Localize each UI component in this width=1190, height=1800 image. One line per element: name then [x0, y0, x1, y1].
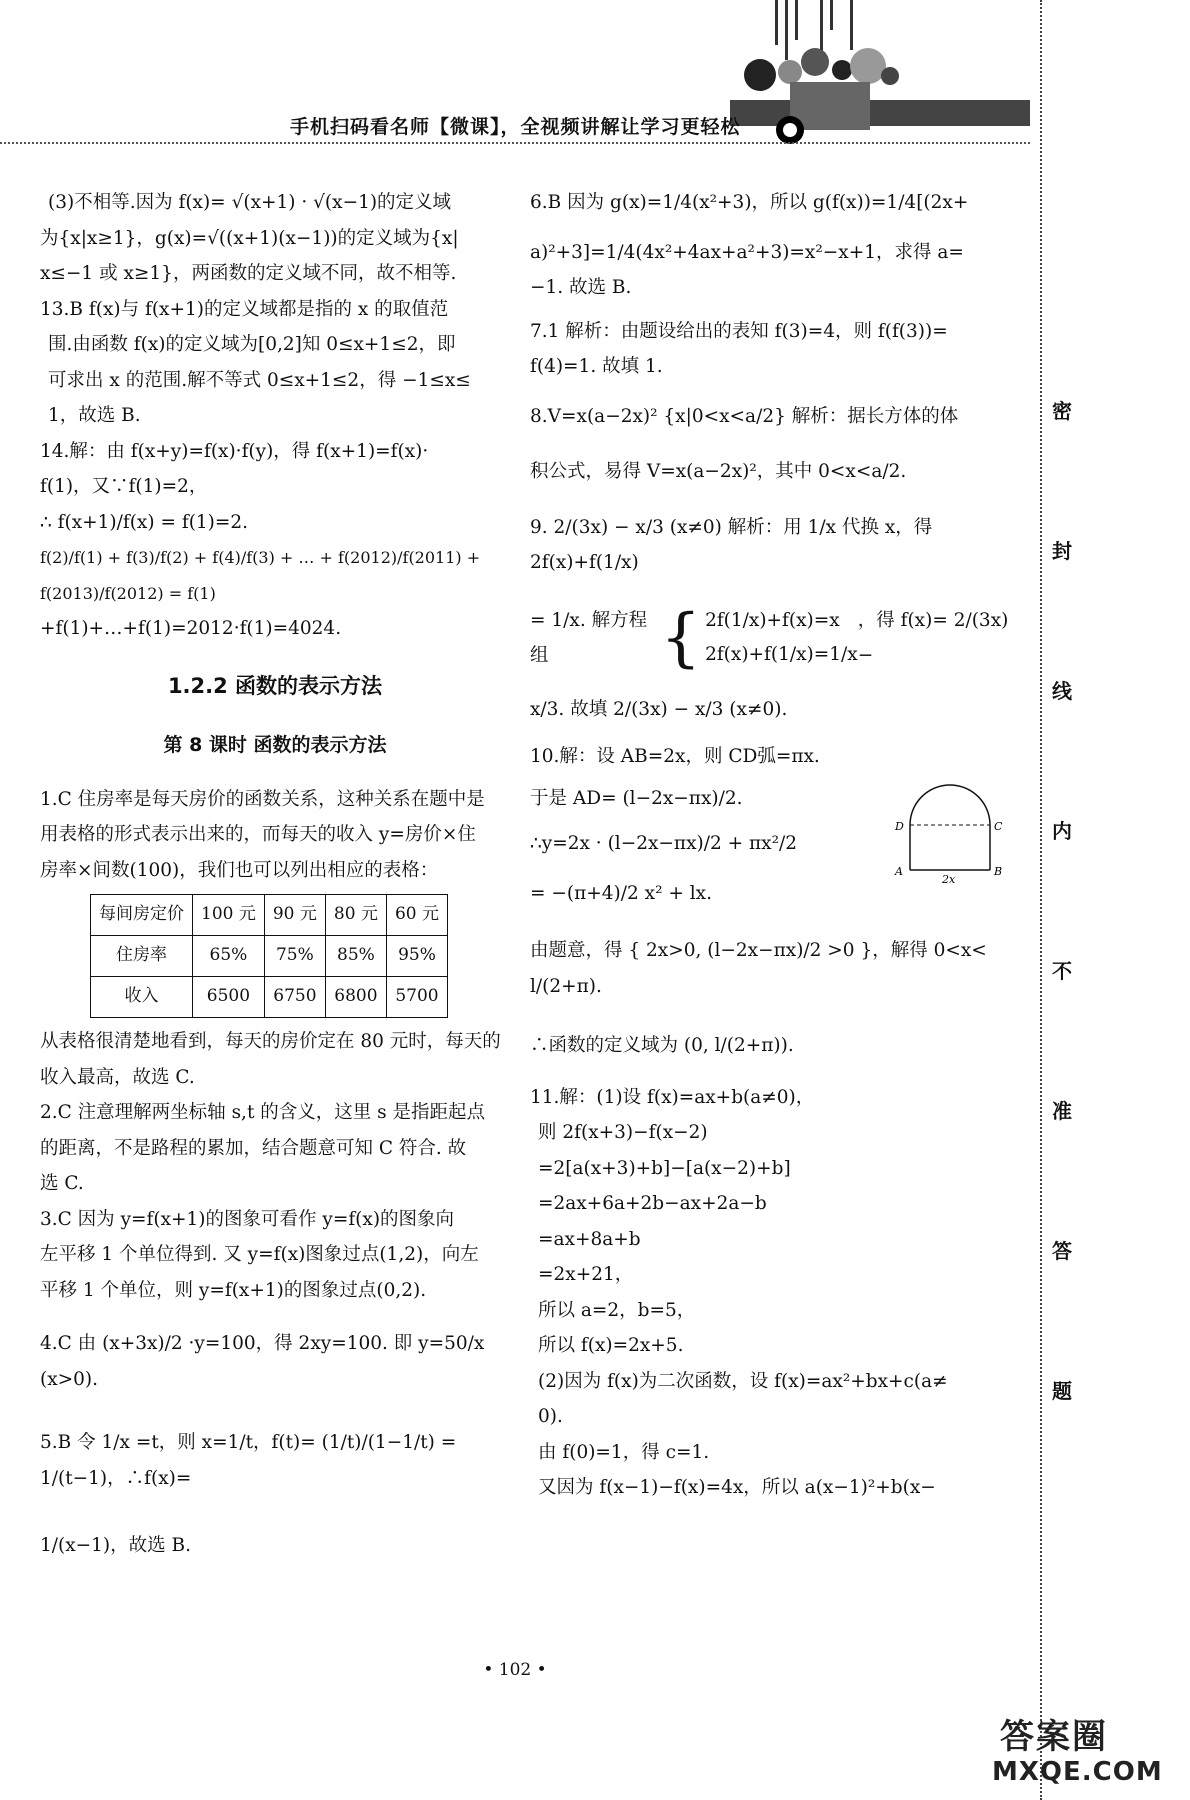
text-line: 左平移 1 个单位得到. 又 y=f(x)图象过点(1,2)，向左 — [40, 1244, 479, 1265]
text-line: 1/(x−1)，故选 B. — [40, 1535, 191, 1556]
formula-line: = −(π+4)/2 x² + lx. — [530, 882, 712, 904]
text-line: f(4)=1. 故填 1. — [530, 356, 663, 377]
answer-11: 11.解：(1)设 f(x)=ax+b(a≠0)， — [530, 1086, 815, 1108]
answer-4: 4.C 由 (x+3x)/2 ·y=100，得 2xy=100. 即 y=50/x (x>0). — [40, 1333, 485, 1390]
page-header — [0, 0, 1190, 160]
formula-line: f(2)/f(1) + f(3)/f(2) + f(4)/f(3) + … + f(2012)/f(2011) + f(2013)/f(2012) = f(1) — [40, 548, 481, 603]
label-2x: 2x — [942, 873, 956, 885]
binding-char: 不 — [1052, 959, 1072, 983]
window-figure — [890, 775, 1010, 885]
equation: 2f(1/x)+f(x)=x — [705, 610, 840, 631]
formula-line: ∴ f(x+1)/f(x) = f(1)=2. — [40, 511, 249, 533]
table-cell: 95% — [386, 936, 447, 977]
formula-line: =2[a(x+3)+b]−[a(x−2)+b] — [538, 1157, 791, 1179]
table-cell: 60 元 — [386, 895, 447, 936]
watermark-logo — [990, 1705, 1180, 1795]
table-cell: 75% — [264, 936, 325, 977]
answer-3: 3.C 因为 y=f(x+1)的图象可看作 y=f(x)的图象向 — [40, 1208, 455, 1230]
text-line: −1. 故选 B. — [530, 277, 632, 298]
table-row — [91, 977, 448, 1018]
text-line: 所以 a=2，b=5， — [538, 1299, 696, 1321]
formula-line: =2ax+6a+2b−ax+2a−b — [538, 1193, 767, 1214]
binding-char: 答 — [1052, 1239, 1072, 1263]
header-slogan: 手机扫码看名师【微课】，全视频讲解让学习更轻松 — [290, 116, 741, 138]
table-cell: 65% — [193, 936, 265, 977]
label-c: C — [994, 820, 1003, 833]
binding-char: 线 — [1052, 679, 1072, 703]
table-cell: 80 元 — [325, 895, 386, 936]
formula-line: ∴y=2x · (l−2x−πx)/2 + πx²/2 — [530, 833, 797, 854]
label-a: A — [895, 865, 903, 878]
equation-system — [530, 603, 1018, 674]
table-cell: 100 元 — [193, 895, 265, 936]
text-line: 为{x|x≥1}，g(x)=√((x+1)(x−1))的定义域为{x| — [40, 227, 459, 249]
watermark-title: 答案圈 — [1000, 1717, 1108, 1757]
equation: 2f(x)+f(1/x)=1/x — [705, 644, 858, 665]
text-line: x/3. 故填 2/(3x) − x/3 (x≠0). — [530, 698, 788, 720]
text-line: +f(1)+…+f(1)=2012·f(1)=4024. — [40, 618, 342, 639]
table-cell: 住房率 — [91, 936, 193, 977]
text-line: 用表格的形式表示出来的，而每天的收入 y=房价×住 — [40, 824, 476, 845]
answer-13: 13.B f(x)与 f(x+1)的定义域都是指的 x 的取值范 — [40, 298, 449, 320]
label-d: D — [895, 820, 904, 833]
text-line: (3)不相等.因为 f(x)= √(x+1) · √(x−1)的定义域 — [48, 192, 452, 213]
table-cell: 6500 — [193, 977, 265, 1018]
table-cell: 6750 — [264, 977, 325, 1018]
answer-2: 2.C 注意理解两坐标轴 s,t 的含义，这里 s 是指距起点 — [40, 1102, 486, 1123]
text-line: 所以 f(x)=2x+5. — [538, 1335, 684, 1356]
text-line: = 1/x. 解方程组 — [530, 609, 648, 666]
header-decoration — [730, 0, 1030, 160]
left-column — [40, 185, 510, 1564]
header-rule — [0, 142, 1030, 144]
text-line: (2)因为 f(x)为二次函数，设 f(x)=ax²+bx+c(a≠ — [538, 1370, 948, 1392]
table-cell: 收入 — [91, 977, 193, 1018]
text-line: 平移 1 个单位，则 y=f(x+1)的图象过点(0,2). — [40, 1279, 427, 1301]
text-line: 由题意，得 { 2x>0, (l−2x−πx)/2 >0 }，解得 0<x< l/(2+π). — [530, 940, 987, 997]
section-title: 1.2.2 函数的表示方法 — [167, 673, 383, 698]
binding-char: 准 — [1052, 1099, 1072, 1123]
watermark-url: MXQE.COM — [992, 1757, 1163, 1787]
text-line: x≤−1 或 x≥1}，两函数的定义域不同，故不相等. — [40, 263, 457, 284]
answer-5: 5.B 令 1/x =t，则 x=1/t，f(t)= (1/t)/(1−1/t) = 1/(t−1)，∴f(x)= — [40, 1432, 457, 1489]
equation-list — [705, 604, 858, 672]
text-line: 积公式，易得 V=x(a−2x)²，其中 0<x<a/2. — [530, 461, 907, 482]
table-row — [91, 936, 448, 977]
text-line: 房率×间数(100)，我们也可以列出相应的表格： — [40, 859, 439, 881]
text-line: 选 C. — [40, 1173, 84, 1194]
formula-line: =ax+8a+b — [538, 1228, 641, 1250]
formula-line: =2x+21， — [538, 1264, 634, 1285]
text-line: 又因为 f(x−1)−f(x)=4x，所以 a(x−1)²+b(x− — [538, 1477, 936, 1498]
table-cell: 6800 — [325, 977, 386, 1018]
answer-9: 9. 2/(3x) − x/3 (x≠0) 解析：用 1/x 代换 x，得 2f(x)+f(1/x) — [530, 516, 933, 573]
text-line: ∴函数的定义域为 (0, l/(2+π)). — [530, 1035, 794, 1056]
price-table — [90, 894, 448, 1018]
text-line: 围.由函数 f(x)的定义域为[0,2]知 0≤x+1≤2，即 — [48, 334, 456, 355]
binding-char: 题 — [1052, 1379, 1072, 1403]
answer-10: 10.解：设 AB=2x，则 CD弧=πx. — [530, 746, 820, 767]
binding-char: 内 — [1052, 819, 1072, 843]
semicircle-arc — [910, 785, 990, 825]
text-line: 1，故选 B. — [48, 405, 141, 426]
text-line: f(1)，又∵f(1)=2， — [40, 476, 208, 497]
binding-line — [1040, 0, 1042, 1800]
table-cell: 每间房定价 — [91, 895, 193, 936]
answer-8: 8.V=x(a−2x)² {x|0<x<a/2} 解析：据长方体的体 — [530, 405, 959, 427]
answer-14: 14.解：由 f(x+y)=f(x)·f(y)，得 f(x+1)=f(x)· — [40, 440, 429, 462]
table-cell: 90 元 — [264, 895, 325, 936]
page-number: • 102 • — [483, 1660, 547, 1680]
text-line: ，得 f(x)= 2/(3x) − — [857, 609, 1009, 666]
table-row — [91, 895, 448, 936]
table-cell: 5700 — [386, 977, 447, 1018]
answer-7: 7.1 解析：由题设给出的表知 f(3)=4，则 f(f(3))= — [530, 320, 948, 342]
text-line: 的距离，不是路程的累加，结合题意可知 C 符合. 故 — [40, 1137, 467, 1159]
answer-6: 6.B 因为 g(x)=1/4(x²+3)，所以 g(f(x))=1/4[(2x+ — [530, 192, 969, 213]
left-brace: { — [660, 601, 702, 675]
table-cell: 85% — [325, 936, 386, 977]
text-line: 从表格很清楚地看到，每天的房价定在 80 元时，每天的 — [40, 1031, 501, 1052]
binding-char: 密 — [1052, 399, 1072, 423]
text-line: 由 f(0)=1，得 c=1. — [538, 1441, 710, 1463]
text-line: 于是 AD= (l−2x−πx)/2. — [530, 787, 743, 809]
text-line: a)²+3]=1/4(4x²+4ax+a²+3)=x²−x+1，求得 a= — [530, 241, 964, 263]
answer-1: 1.C 住房率是每天房价的函数关系，这种关系在题中是 — [40, 788, 485, 810]
text-line: 0). — [538, 1406, 563, 1427]
text-line: 收入最高，故选 C. — [40, 1066, 195, 1088]
text-line: 可求出 x 的范围.解不等式 0≤x+1≤2，得 −1≤x≤ — [48, 369, 471, 391]
lesson-title: 第 8 课时 函数的表示方法 — [163, 734, 387, 756]
formula-line: 则 2f(x+3)−f(x−2) — [538, 1122, 708, 1143]
binding-char: 封 — [1052, 539, 1072, 563]
label-b: B — [994, 865, 1003, 878]
